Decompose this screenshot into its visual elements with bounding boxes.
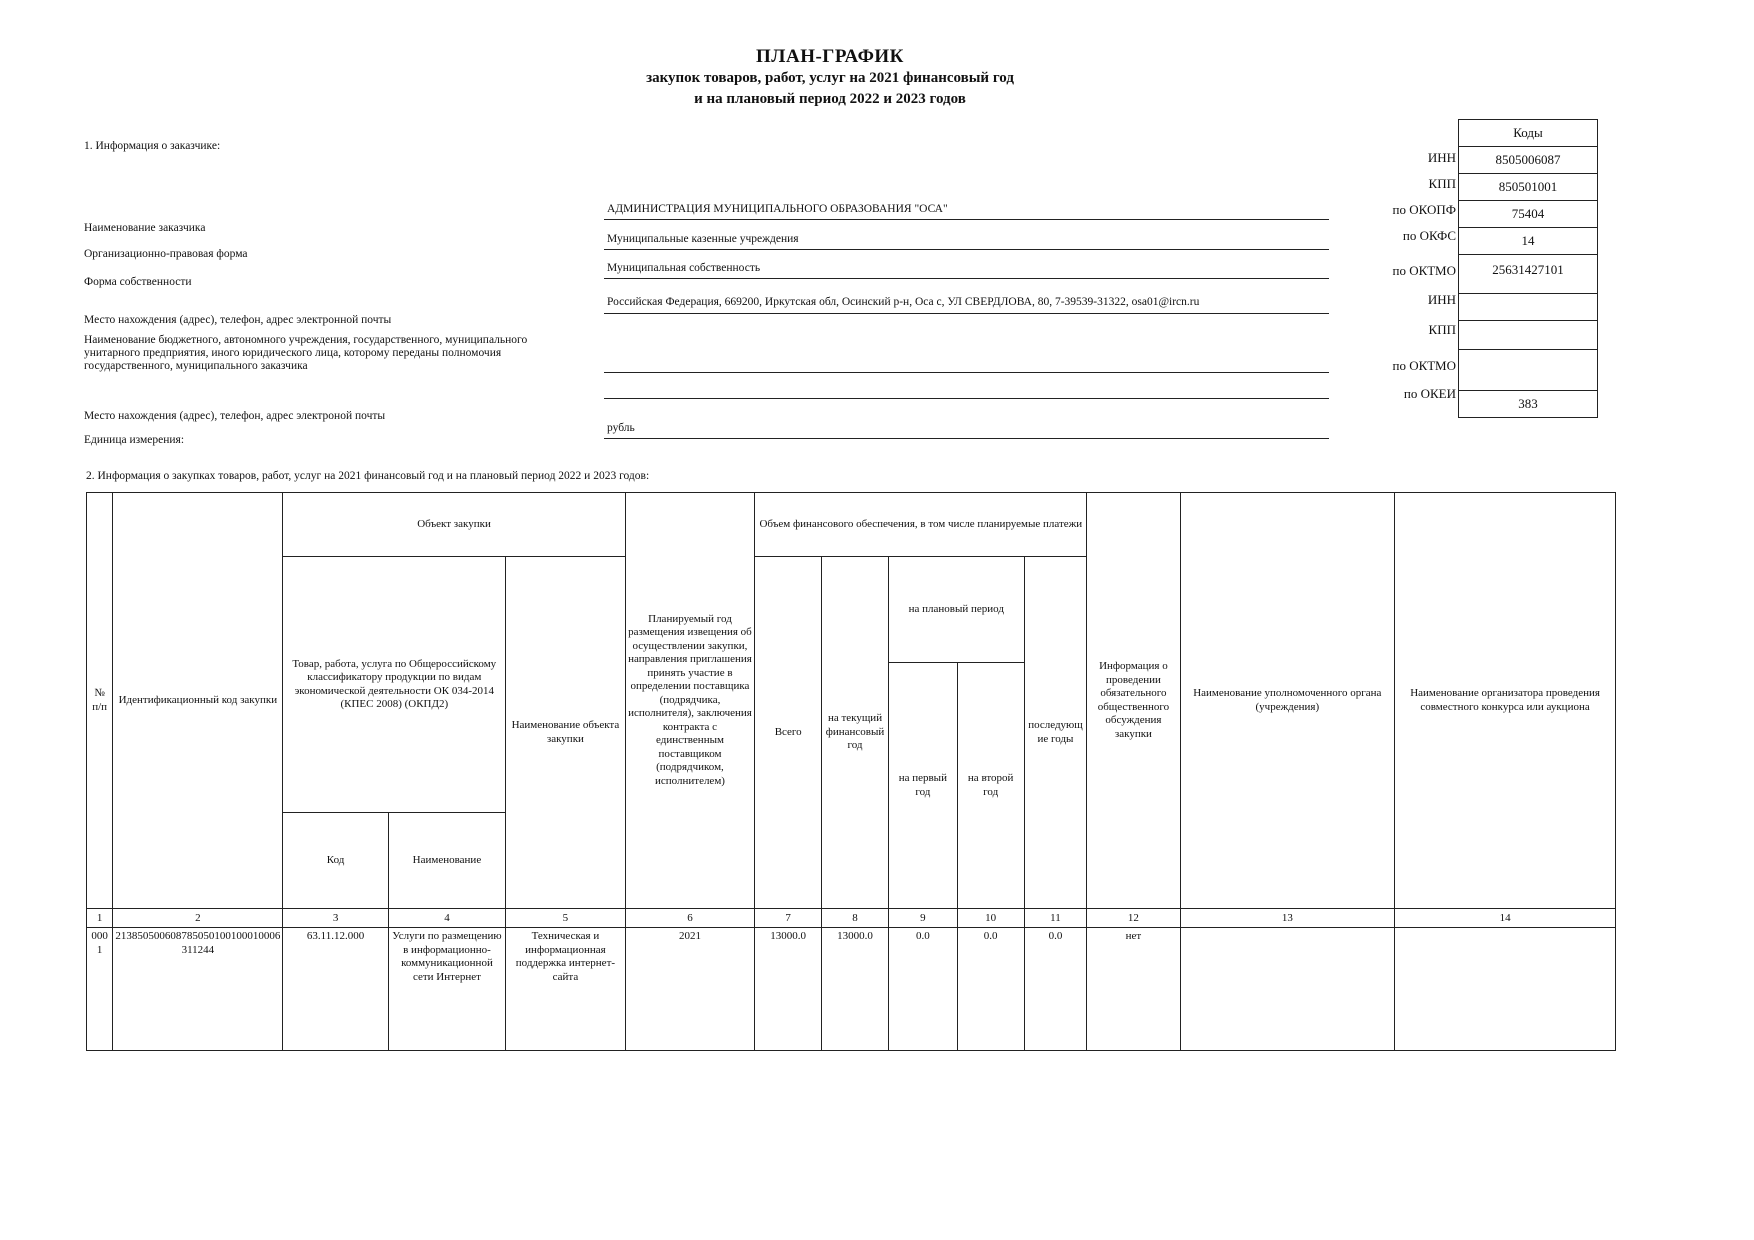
section1-heading: 1. Информация о заказчике:: [84, 140, 221, 152]
col-number: 9: [888, 909, 957, 928]
col-number: 8: [822, 909, 889, 928]
row-year: 2021: [625, 928, 755, 1051]
col-number: 3: [283, 909, 388, 928]
col-number: 6: [625, 909, 755, 928]
col-number: 12: [1087, 909, 1180, 928]
code-value-okfs: 14: [1459, 227, 1597, 254]
header-later: последующие годы: [1024, 557, 1087, 909]
row-discussion: нет: [1087, 928, 1180, 1051]
col-number: 13: [1180, 909, 1395, 928]
header-organizer: Наименование организатора проведения совместного конкурса или аукциона: [1395, 493, 1616, 909]
col-number: 2: [113, 909, 283, 928]
code-value-okei: 383: [1459, 390, 1597, 417]
col-number: 5: [506, 909, 626, 928]
row-organizer: [1395, 928, 1616, 1051]
header-object: Объект закупки: [283, 493, 625, 557]
unit-label: Единица измерения:: [84, 434, 185, 446]
codes-box: [1458, 119, 1598, 418]
row-later: 0.0: [1024, 928, 1087, 1051]
row-first: 0.0: [888, 928, 957, 1051]
col-number: 7: [755, 909, 822, 928]
codes-header: Коды: [1513, 125, 1543, 140]
header-current: на текущий финансовый год: [822, 557, 889, 909]
code-label-okfs: по ОКФС: [1402, 228, 1456, 243]
code-value-kpp-2: [1459, 320, 1597, 349]
codes-labels: [1350, 119, 1456, 407]
header-second: на второй год: [957, 663, 1024, 909]
unit-underline: [604, 438, 1329, 439]
plan-period: и на плановый период 2022 и 2023 годов: [694, 91, 966, 107]
col-number: 1: [87, 909, 113, 928]
plan-subtitle: закупок товаров, работ, услуг на 2021 финансовый год: [646, 70, 1014, 86]
customer-name-value: АДМИНИСТРАЦИЯ МУНИЦИПАЛЬНОГО ОБРАЗОВАНИЯ "ОСА": [607, 203, 948, 215]
header-code: Код: [283, 813, 388, 909]
header-num: № п/п: [87, 493, 113, 909]
header-year: Планируемый год размещения извещения об осуществлении закупки, направления приглашения принять участие в определении поставщика (подрядчика, исполнителя), заключения контракта с единственным поставщиком (подрядчиком, исполнителем): [625, 493, 755, 909]
code-value-kpp: 850501001: [1459, 173, 1597, 200]
address-value: Российская Федерация, 669200, Иркутская обл, Осинский р-н, Оса с, УЛ СВЕРДЛОВА, 80, 7-39539-31322, osa01@ircn.ru: [607, 296, 1200, 308]
address-label: Место нахождения (адрес), телефон, адрес электронной почты: [84, 314, 392, 326]
ownership-form-label: Форма собственности: [84, 276, 192, 288]
row-code: 63.11.12.000: [283, 928, 388, 1051]
delegated-address-label: Место нахождения (адрес), телефон, адрес электроной почты: [84, 410, 386, 422]
code-label-inn-2: ИНН: [1427, 292, 1456, 307]
col-number: 10: [957, 909, 1024, 928]
legal-form-underline: [604, 249, 1329, 250]
customer-name-underline: [604, 219, 1329, 220]
unit-value: рубль: [607, 422, 635, 434]
col-number: 14: [1395, 909, 1616, 928]
code-label-oktmo: по ОКТМО: [1392, 263, 1456, 278]
code-label-okei: по ОКЕИ: [1403, 386, 1456, 401]
code-value-oktmo-2: [1459, 349, 1597, 390]
header-name: Наименование: [388, 813, 505, 909]
header-authority: Наименование уполномоченного органа (учреждения): [1180, 493, 1395, 909]
header-plan: на плановый период: [888, 557, 1024, 663]
code-label-okopf: по ОКОПФ: [1392, 202, 1456, 217]
col-number: 4: [388, 909, 505, 928]
delegated-address-underline: [604, 398, 1329, 399]
table-row: [87, 928, 1616, 1051]
header-okpd: Товар, работа, услуга по Общероссийскому классификатору продукции по видам экономической деятельности ОК 034-2014 (КПЕС 2008) (ОКПД2): [283, 557, 506, 813]
code-label-kpp: КПП: [1428, 176, 1456, 191]
col-number: 11: [1024, 909, 1087, 928]
header-fin: Объем финансового обеспечения, в том числе планируемые платежи: [755, 493, 1087, 557]
legal-form-label: Организационно-правовая форма: [84, 248, 248, 260]
address-underline: [604, 313, 1329, 314]
header-obj-name: Наименование объекта закупки: [506, 557, 626, 909]
code-value-oktmo: 25631427101: [1459, 254, 1597, 293]
row-authority: [1180, 928, 1395, 1051]
header-discussion: Информация о проведении обязательного общественного обсуждения закупки: [1087, 493, 1180, 909]
row-name: Услуги по размещению в информационно-коммуникационной сети Интернет: [388, 928, 505, 1051]
code-value-inn: 8505006087: [1459, 146, 1597, 173]
column-numbers-row: [87, 909, 1616, 928]
code-value-inn-2: [1459, 293, 1597, 320]
row-second: 0.0: [957, 928, 1024, 1051]
row-ikz: 213850500608785050100100010006311244: [113, 928, 283, 1051]
ownership-form-underline: [604, 278, 1329, 279]
code-label-kpp-2: КПП: [1428, 322, 1456, 337]
code-label-oktmo-2: по ОКТМО: [1392, 358, 1456, 373]
procurement-table: [86, 492, 1616, 1051]
row-total: 13000.0: [755, 928, 822, 1051]
legal-form-value: Муниципальные казенные учреждения: [607, 233, 799, 245]
section2-heading: 2. Информация о закупках товаров, работ, услуг на 2021 финансовый год и на плановый период 2022 и 2023 годов:: [86, 470, 650, 482]
row-obj-name: Техническая и информационная поддержка интернет-сайта: [506, 928, 626, 1051]
ownership-form-value: Муниципальная собственность: [607, 262, 761, 274]
plan-title: ПЛАН-ГРАФИК: [756, 46, 904, 67]
header-total: Всего: [755, 557, 822, 909]
delegated-entity-label: Наименование бюджетного, автономного учреждения, государственного, муниципального унитарного предприятия, иного юридического лица, которому переданы полномочия государственного, муниципального заказчика: [84, 334, 528, 372]
customer-name-label: Наименование заказчика: [84, 222, 206, 234]
delegated-entity-underline: [604, 372, 1329, 373]
row-num: 0001: [87, 928, 113, 1051]
code-value-okopf: 75404: [1459, 200, 1597, 227]
header-ikz: Идентификационный код закупки: [113, 493, 283, 909]
row-current: 13000.0: [822, 928, 889, 1051]
header-first: на первый год: [888, 663, 957, 909]
code-label-inn: ИНН: [1427, 150, 1456, 165]
